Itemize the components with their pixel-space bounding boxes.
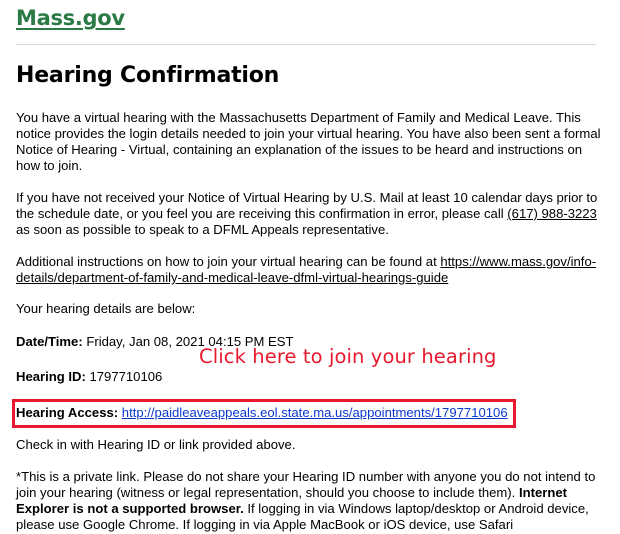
- hearing-id-label: Hearing ID:: [16, 369, 86, 384]
- confirmation-body: [16, 110, 602, 533]
- date-time-label: Date/Time:: [16, 334, 83, 349]
- join-hearing-callout[interactable]: Click here to join your hearing: [199, 345, 497, 368]
- privacy-paragraph: [16, 469, 602, 533]
- privacy-text-after: If logging in via Windows laptop/desktop or Android device, please use Google Chrome. If logging in via Apple MacBook or iOS device, use Safari: [16, 501, 589, 532]
- privacy-text-before: *This is a private link. Please do not share your Hearing ID number with anyone you do not intend to join your hearing (witness or legal representation, should you choose to include them).: [16, 469, 596, 500]
- header-divider: [16, 44, 596, 45]
- hearing-access-label: Hearing Access:: [16, 405, 119, 420]
- additional-text: Additional instructions on how to join your virtual hearing can be found at: [16, 254, 441, 269]
- details-intro: Your hearing details are below:: [16, 301, 196, 316]
- hearing-id-value: 1797710106: [85, 369, 163, 384]
- additional-instructions: [16, 254, 602, 286]
- page-title: Hearing Confirmation: [16, 63, 280, 88]
- date-time-value: Friday, Jan 08, 2021 04:15 PM EST: [82, 334, 294, 349]
- hearing-id-row: [16, 369, 602, 385]
- hearing-access-highlight: [12, 399, 516, 428]
- hearing-access-link[interactable]: http://paidleaveappeals.eol.state.ma.us/appointments/1797710106: [121, 405, 508, 420]
- browser-warning: Internet Explorer is not a supported browser.: [16, 485, 567, 516]
- notice-paragraph: [16, 190, 602, 238]
- notice-text-before: If you have not received your Notice of Virtual Hearing by U.S. Mail at least 10 calendar days prior to the schedule date, or you feel you are receiving this confirmation in error, please call: [16, 190, 598, 221]
- checkin-paragraph: Check in with Hearing ID or link provided above.: [16, 437, 296, 452]
- mass-gov-logo[interactable]: Mass.gov: [16, 6, 125, 30]
- intro-paragraph: You have a virtual hearing with the Massachusetts Department of Family and Medical Leave. This notice provides the login details needed to join your virtual hearing. You have also been sent a formal Notice of Hearing - Virtual, containing an explanation of the issues to be heard and instructions on how to join.: [16, 110, 601, 173]
- notice-text-after: as soon as possible to speak to a DFML Appeals representative.: [16, 222, 389, 237]
- phone-link[interactable]: (617) 988-3223: [507, 206, 597, 221]
- guide-link[interactable]: https://www.mass.gov/info-details/department-of-family-and-medical-leave-dfml-virtual-hearings-guide: [16, 254, 597, 285]
